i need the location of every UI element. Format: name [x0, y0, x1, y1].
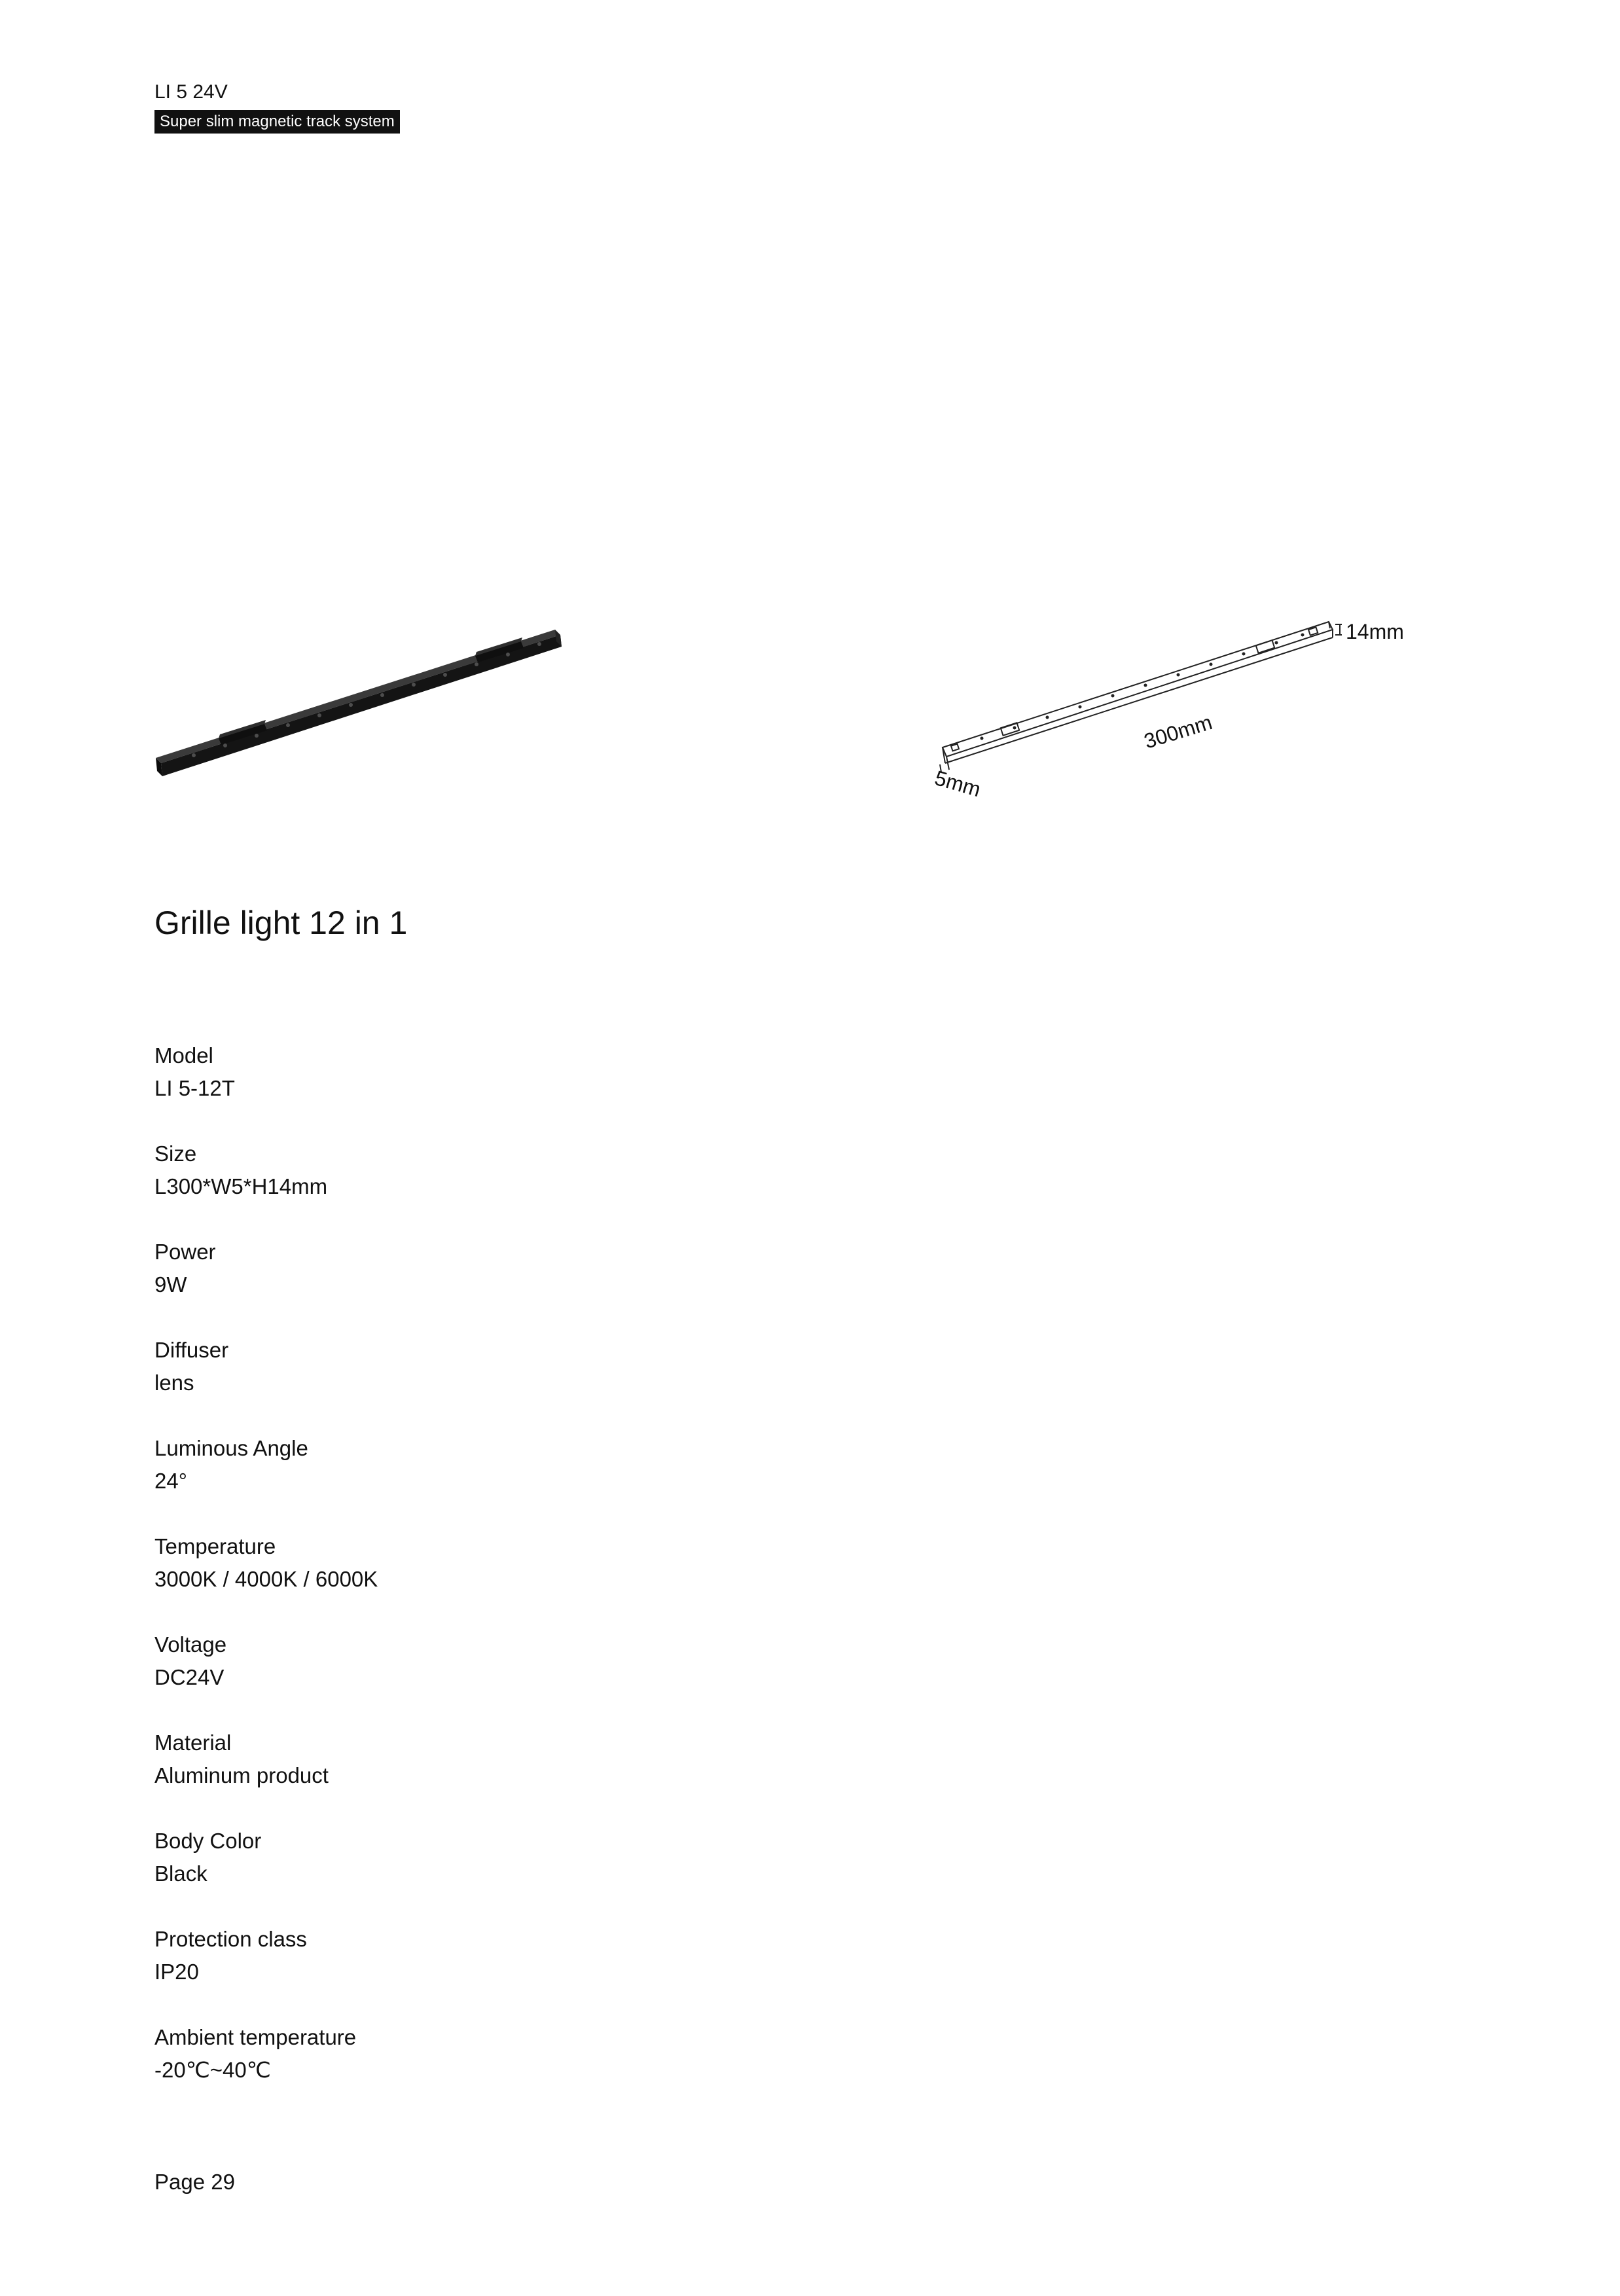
spec-label: Size [154, 1141, 197, 1166]
spec-material [154, 1727, 940, 1825]
spec-value: -20℃~40℃ [154, 2058, 271, 2082]
spec-label: Body Color [154, 1829, 262, 1853]
series-title: LI 5 24V [154, 81, 228, 103]
dimension-width-label: 5mm [932, 766, 984, 802]
spec-protection-class [154, 1923, 940, 2021]
spec-power [154, 1236, 940, 1334]
spec-value: Black [154, 1861, 207, 1886]
spec-label: Ambient temperature [154, 2025, 357, 2049]
spec-value: DC24V [154, 1665, 225, 1689]
spec-temperature [154, 1530, 940, 1628]
line-drawing-with-dimensions-icon [940, 622, 1342, 772]
spec-body-color [154, 1825, 940, 1923]
spec-model [154, 1039, 940, 1138]
spec-label: Diffuser [154, 1338, 229, 1362]
spec-label: Protection class [154, 1927, 307, 1951]
black-linear-grille-light-icon [156, 630, 562, 776]
spec-value: 9W [154, 1272, 187, 1297]
spec-label: Voltage [154, 1632, 227, 1657]
spec-value: lens [154, 1371, 194, 1395]
spec-label: Temperature [154, 1534, 276, 1558]
spec-value: L300*W5*H14mm [154, 1174, 328, 1198]
dimension-drawing [916, 602, 1440, 812]
spec-value: LI 5-12T [154, 1076, 235, 1100]
dimension-height-label: 14mm [1346, 620, 1404, 643]
product-name: Grille light 12 in 1 [154, 905, 408, 941]
dimension-length-label: 300mm [1141, 710, 1215, 753]
spec-value: 3000K / 4000K / 6000K [154, 1567, 378, 1591]
spec-value: IP20 [154, 1960, 199, 1984]
spec-size [154, 1138, 940, 1236]
spec-diffuser [154, 1334, 940, 1432]
spec-ambient-temperature [154, 2021, 940, 2119]
spec-label: Material [154, 1731, 232, 1755]
spec-value: 24° [154, 1469, 187, 1493]
spec-list [154, 1039, 940, 2119]
series-tagline: Super slim magnetic track system [154, 110, 400, 134]
spec-label: Luminous Angle [154, 1436, 308, 1460]
spec-value: Aluminum product [154, 1763, 329, 1787]
page-number: Page 29 [154, 2170, 235, 2194]
spec-luminous-angle [154, 1432, 940, 1530]
spec-label: Model [154, 1043, 213, 1067]
spec-voltage [154, 1628, 940, 1727]
spec-label: Power [154, 1240, 216, 1264]
product-photo [154, 615, 567, 792]
